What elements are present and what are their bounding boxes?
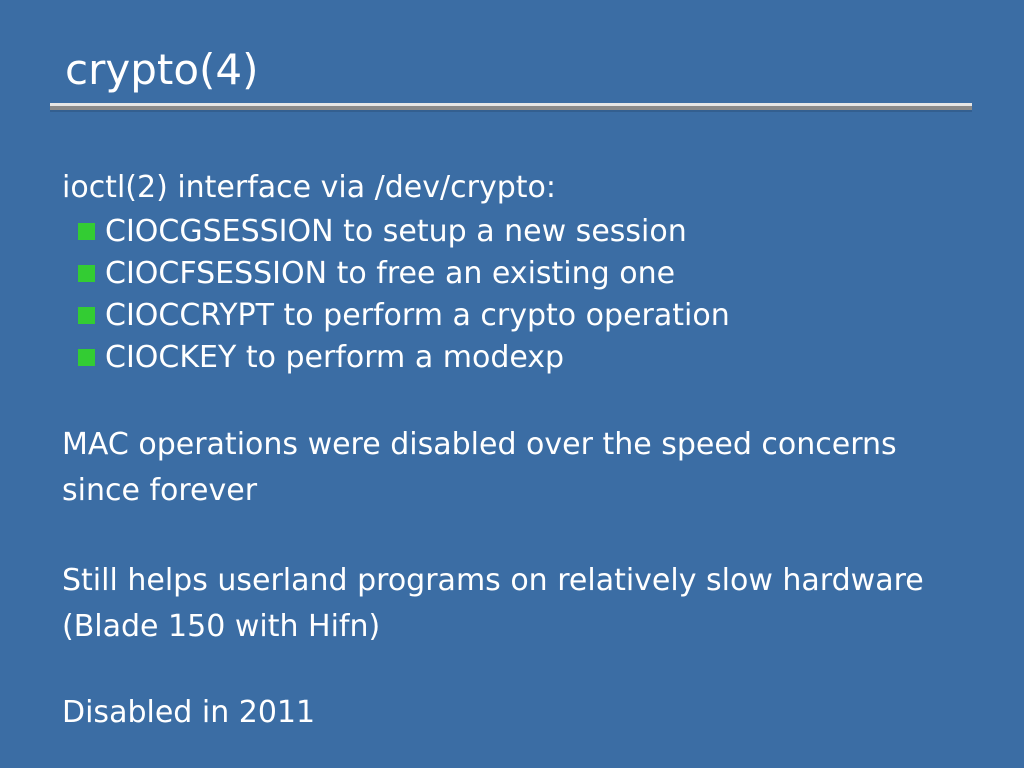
bullet-item: [78, 252, 730, 294]
bullet-item: [78, 336, 730, 378]
slide-title: crypto(4): [65, 45, 259, 94]
bullet-item: [78, 210, 730, 252]
title-underline: [50, 103, 972, 112]
bullet-square-icon: [78, 223, 95, 240]
bullet-text: CIOCFSESSION to free an existing one: [105, 255, 676, 291]
paragraph: MAC operations were disabled over the speed concerns since forever: [62, 427, 897, 508]
bullet-item: [78, 294, 730, 336]
bullet-list: [78, 210, 730, 378]
bullet-square-icon: [78, 349, 95, 366]
paragraph: Disabled in 2011: [62, 695, 316, 730]
title-underline-shadow: [50, 110, 972, 112]
bullet-square-icon: [78, 307, 95, 324]
bullet-text: CIOCCRYPT to perform a crypto operation: [105, 297, 730, 333]
paragraph: Still helps userland programs on relatively slow hardware (Blade 150 with Hifn): [62, 563, 924, 644]
bullet-text: CIOCGSESSION to setup a new session: [105, 213, 687, 249]
intro-line: ioctl(2) interface via /dev/crypto:: [62, 170, 556, 205]
bullet-text: CIOCKEY to perform a modexp: [105, 339, 565, 375]
bullet-square-icon: [78, 265, 95, 282]
